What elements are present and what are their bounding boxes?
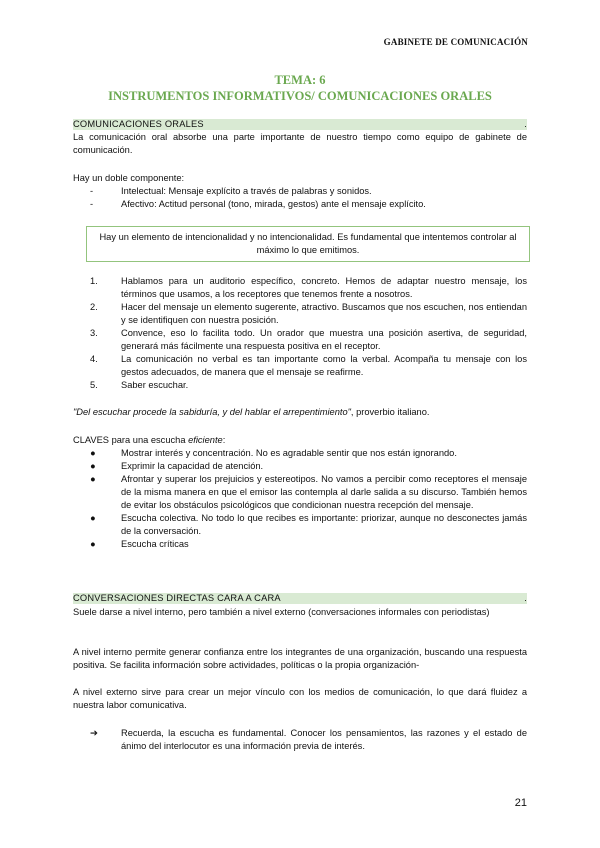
components-label: Hay un doble componente: <box>73 173 185 183</box>
topic-number: TEMA: 6 <box>274 73 326 87</box>
list-item: ● Mostrar interés y concentración. No es agradable sentir que nos están ignorando. <box>90 448 457 458</box>
list-item: - Afectivo: Actitud personal (tono, mirada, gestos) ante el mensaje explícito. <box>90 199 426 209</box>
list-item: 1. Hablamos para un auditorio específico, concreto. Hemos de adaptar nuestro mensaje, los términos que usamos, a los receptores que tenemos frente a nosotros. <box>90 276 527 299</box>
keys-list <box>73 447 527 551</box>
list-item: 2. Hacer del mensaje un elemento sugerente, atractivo. Buscamos que nos escuchen, nos entiendan y se identifiquen con nuestra posición. <box>90 302 527 325</box>
paragraph: Suele darse a nivel interno, pero también a nivel externo (conversaciones informales con periodistas) <box>73 607 490 617</box>
paragraph: A nivel interno permite generar confianza entre los integrantes de una organización, buscando una respuesta positiva. Se facilita información sobre actividades, políticas o la propia organización- <box>73 647 527 670</box>
section-heading-comunicaciones-orales: COMUNICACIONES ORALES . <box>73 119 527 129</box>
page-number: 21 <box>514 797 527 809</box>
intro-paragraph: La comunicación oral absorbe una parte importante de nuestro tiempo como equipo de gabinete de comunicación. <box>73 132 527 155</box>
list-item: 4. La comunicación no verbal es tan importante como la verbal. Acompaña tu mensaje con los gestos adecuados, de manera que el mensaje se reafirme. <box>90 354 527 377</box>
list-item: ● Escucha colectiva. No todo lo que recibes es importante: priorizar, aunque no desconectes jamás de la conversación. <box>90 513 527 536</box>
topic-title: INSTRUMENTOS INFORMATIVOS/ COMUNICACIONES ORALES <box>108 89 492 103</box>
callout-box: Hay un elemento de intencionalidad y no intencionalidad. Es fundamental que intentemos controlar al máximo lo que emitimos. <box>86 226 530 262</box>
numbered-list <box>73 275 527 392</box>
list-item: ● Afrontar y superar los prejuicios y estereotipos. No vamos a percibir como receptores el mensaje de la misma manera en que el emisor las contempla al darle salida a su discurso. También hemos de evitar los obstáculos psicológicos que condicionan nuestra recepción del mensaje. <box>90 474 527 510</box>
running-header: GABINETE DE COMUNICACIÓN <box>383 37 528 47</box>
section-heading-conversaciones: CONVERSACIONES DIRECTAS CARA A CARA . <box>73 593 527 603</box>
list-item: ● Escucha críticas <box>90 539 189 549</box>
paragraph: A nivel externo sirve para crear un mejor vínculo con los medios de comunicación, lo que dará fluidez a nuestra labor comunicativa. <box>73 687 527 710</box>
list-item: 5. Saber escuchar. <box>90 380 189 390</box>
arrow-note <box>73 727 527 753</box>
list-item: ➔ Recuerda, la escucha es fundamental. Conocer los pensamientos, las razones y el estado de ánimo del interlocutor es una información previa de interés. <box>90 728 527 751</box>
list-item: 3. Convence, eso lo facilita todo. Un orador que muestra una posición asertiva, de seguridad, generará más fácilmente una respuesta positiva en el receptor. <box>90 328 527 351</box>
arrow-right-icon: ➔ <box>90 728 98 738</box>
list-item: ● Exprimir la capacidad de atención. <box>90 461 264 471</box>
components-list <box>73 185 527 211</box>
proverb-quote: "Del escuchar procede la sabiduría, y del hablar el arrepentimiento", proverbio italiano. <box>73 407 430 417</box>
keys-label: CLAVES para una escucha eficiente: <box>73 435 226 445</box>
list-item: - Intelectual: Mensaje explícito a través de palabras y sonidos. <box>90 186 372 196</box>
